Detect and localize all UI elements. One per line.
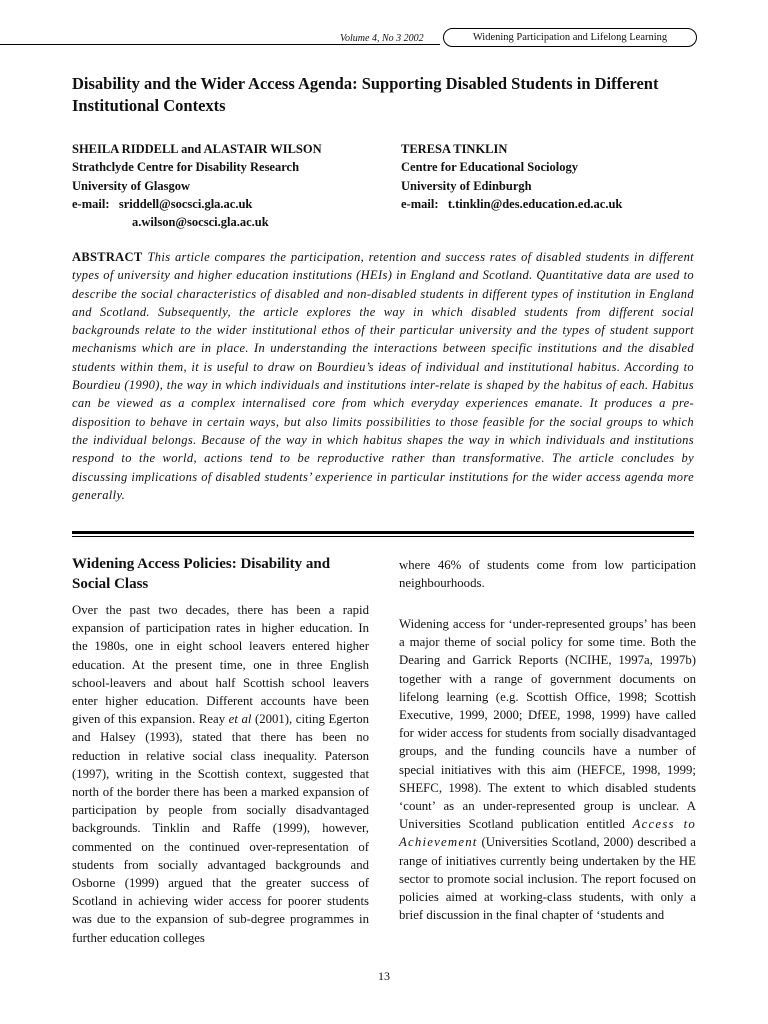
abstract [72, 248, 694, 504]
body-column-right-continuation: where 46% of students come from low participation neighbourhoods. [399, 558, 696, 591]
author-affiliation: Strathclyde Centre for Disability Research [72, 160, 300, 175]
author-institution: University of Edinburgh [401, 178, 532, 193]
body-text: Widening access for ‘under-represented groups’ has been a major theme of social policy for some time. Both the Dearing and Garrick Reports (NCIHE, 1997a, 1997b) together with a range of government documents on lifelong learning (e.g. Scottish Office, 1998; Scottish Executive, 1999, 2000; DfEE, 1998, 1999) have called for wider access for students from socially disadvantaged groups, and the funding councils have a number of special initiatives with this aim (HEFCE, 1998, 1999; SHEFC, 1998). The extent to which disabled students ‘count’ as an under-represented group is unclear. A Universities Scotland publication entitled [399, 617, 696, 832]
volume-label: Volume 4, No 3 2002 [340, 33, 424, 44]
body-column-left [72, 601, 369, 947]
body-text: (2001), citing Egerton and Halsey (1993), stated that there has been no reduction in relative social class inequality. Paterson (1997), writing in the Scottish context, suggested that north of the border there has been a marked expansion of participation by people from socially disadvantaged backgrounds. Tinklin and Raffe (1999), however, commented on the continued over-representation of students from socially advantaged backgrounds and Osborne (1999) argued that the greater success of Scotland in achieving wider access for poorer students was due to the expansion of sub-degree programmes in further education colleges [72, 712, 369, 945]
body-text: Over the past two decades, there has been a rapid expansion of participation rates in higher education. In the 1980s, one in eight school leavers entered higher education. At the present time, one in three English school-leavers and about half Scottish school leavers enter higher education. Different accounts have been given of this expansion. Reay [72, 603, 369, 727]
article-title: Disability and the Wider Access Agenda: Supporting Disabled Students in Different Institutional Contexts [72, 74, 659, 115]
section-heading: Widening Access Policies: Disability and Social Class [72, 556, 331, 592]
body-column-right [399, 615, 696, 924]
authors-right-block [401, 140, 622, 213]
author-affiliation: Centre for Educational Sociology [401, 160, 578, 175]
author-email-secondary: a.wilson@socsci.gla.ac.uk [132, 215, 269, 230]
abstract-text: This article compares the participation, retention and success rates of disabled students in different types of university and higher education institutions (HEIs) in England and Scotland. Quantitative data are used to describe the social characteristics of disabled and non-disabled students in different types of institution in England and Scotland. Subsequently, the article explores the way in which disabled students from different social backgrounds relate to the wider institutional ethos of their particular university and the types of student support mechanisms which are in place. In understanding the interactions between specific institutions and the disabled students within them, it is useful to draw on Bourdieu’s ideas of individual and institutional habitus. According to Bourdieu (1990), the way in which individuals and institutions inter-relate is shaped by the habitus of each. Habitus can be viewed as a complex internalised core from which everyday experiences emanate. It produces a pre-disposition to behave in certain ways, but also limits possibilities to those feasible for the social groups to which the individual belongs. Because of the way in which habitus shapes the way in which individuals and institutions respond to the world, actions tend to be reproductive rather than transformative. The article concludes by discussing implications of disabled students’ experience in particular institutions for the wider access agenda more generally. [72, 250, 694, 502]
publication-title: Access to Achievement [399, 817, 696, 850]
body-text-italic: et al [228, 712, 252, 727]
author-email: e-mail: t.tinklin@des.education.ed.ac.uk [401, 196, 623, 211]
author-institution: University of Glasgow [72, 178, 191, 193]
section-divider-thin [72, 536, 694, 537]
header-rule [0, 44, 440, 45]
page-number: 13 [378, 969, 390, 983]
author-names: SHEILA RIDDELL and ALASTAIR WILSON [72, 142, 322, 156]
body-text: (Universities Scotland, 2000) described a range of initiatives currently being undertaken by the HE sector to promote social inclusion. The report focused on policies aimed at working-class students, with only a brief discussion in the final chapter of ‘students and [399, 835, 696, 923]
abstract-label: ABSTRACT [72, 250, 143, 264]
section-divider-thick [72, 531, 694, 534]
journal-name-badge: Widening Participation and Lifelong Learning [443, 28, 697, 47]
author-names: TERESA TINKLIN [401, 142, 508, 156]
authors-left-block [72, 140, 322, 231]
author-email: e-mail: sriddell@socsci.gla.ac.uk [72, 196, 253, 211]
